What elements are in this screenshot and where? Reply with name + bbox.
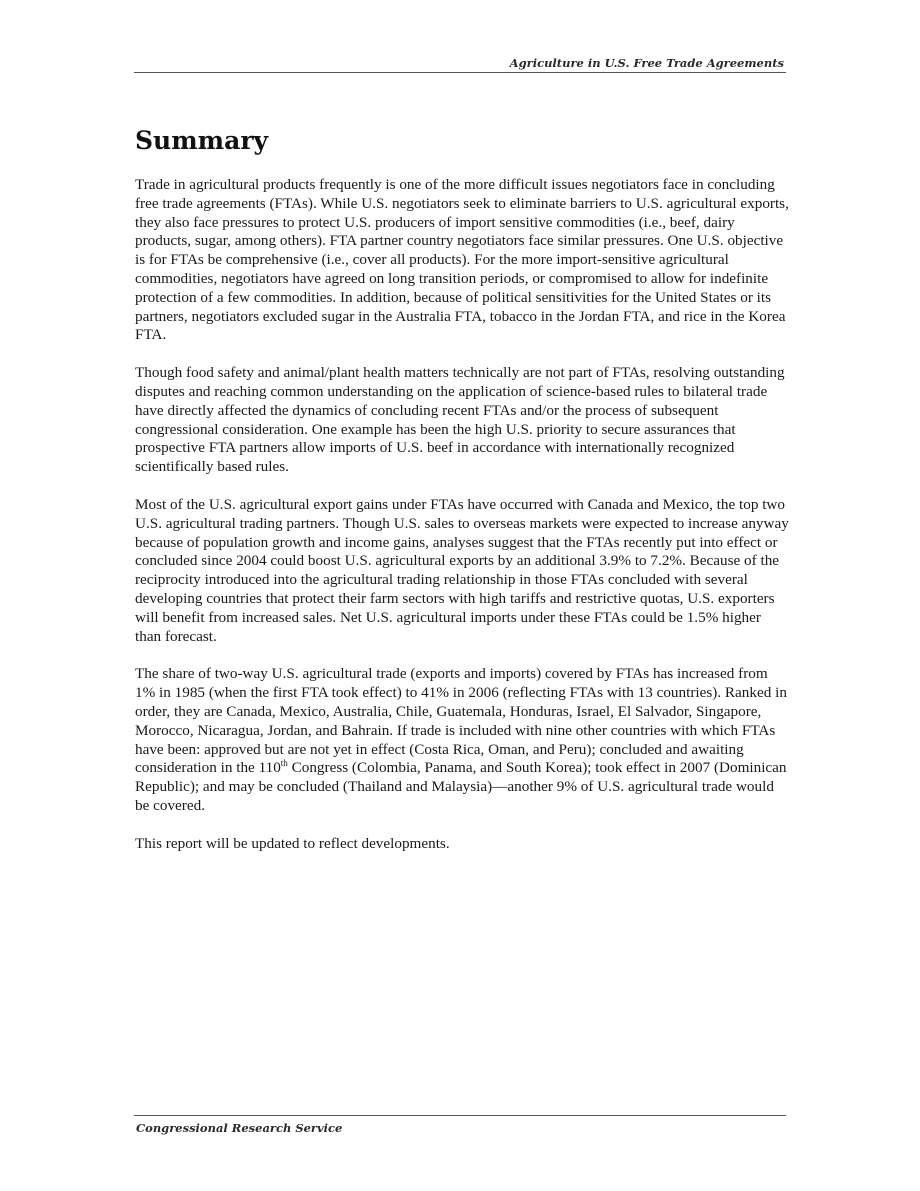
summary-body <box>135 176 790 873</box>
running-footer-text: Congressional Research Service <box>136 1121 343 1135</box>
summary-paragraph-2: Though food safety and animal/plant health matters technically are not part of FTAs, resolving outstanding disputes and reaching common understanding on the application of science-based rules to bilateral trade have directly affected the dynamics of concluding recent FTAs and/or the process of subsequent congressional consideration. One example has been the high U.S. priority to secure assurances that prospective FTA partners allow imports of U.S. beef in accordance with internationally recognized scientifically based rules. <box>135 364 785 476</box>
summary-paragraph-4-part-1: The share of two-way U.S. agricultural trade (exports and imports) covered by FTAs has increased from 1% in 1985 (when the first FTA took effect) to 41% in 2006 (reflecting FTAs with 13 countries). Ranked in order, they are Canada, Mexico, Australia, Chile, Guatemala, Honduras, Israel, El Salvador, Singapore, Morocco, Nicaragua, Jordan, and Bahrain. If trade is included with nine other countries with which FTAs have been: approved but are not yet in effect (Costa Rica, Oman, and Peru); concluded and awaiting consideration in the 110 <box>135 665 787 777</box>
summary-closing-paragraph: This report will be updated to reflect developments. <box>135 834 450 852</box>
ordinal-superscript: th <box>280 758 288 769</box>
summary-paragraph-4 <box>135 665 790 815</box>
running-footer <box>134 1115 786 1135</box>
summary-paragraph-3: Most of the U.S. agricultural export gains under FTAs have occurred with Canada and Mexico, the top two U.S. agricultural trading partners. Though U.S. sales to overseas markets were expected to increase anyway because of population growth and income gains, analyses suggest that the FTAs recently put into effect or concluded since 2004 could boost U.S. agricultural exports by an additional 3.9% to 7.2%. Because of the reciprocity introduced into the agricultural trading relationship in those FTAs concluded with several developing countries that protect their farm sectors with high tariffs and restrictive quotas, U.S. exporters will benefit from increased sales. Net U.S. agricultural imports under these FTAs could be 1.5% higher than forecast. <box>135 495 789 645</box>
page-title: Summary <box>135 126 269 155</box>
summary-paragraph-4-part-2: Congress (Colombia, Panama, and South Korea); took effect in 2007 (Dominican Republic); and may be concluded (Thailand and Malaysia)—another 9% of U.S. agricultural trade would be covered. <box>135 759 787 814</box>
summary-paragraph-1: Trade in agricultural products frequently is one of the more difficult issues negotiators face in concluding free trade agreements (FTAs). While U.S. negotiators seek to eliminate barriers to U.S. agricultural exports, they also face pressures to protect U.S. producers of import sensitive commodities (i.e., beef, dairy products, sugar, among others). FTA partner country negotiators face similar pressures. One U.S. objective is for FTAs be comprehensive (i.e., cover all products). For the more import-sensitive agricultural commodities, negotiators have agreed on long transition periods, or compromised to allow for indefinite protection of a few commodities. In addition, because of political sensitivities for the United States or its partners, negotiators excluded sugar in the Australia FTA, tobacco in the Jordan FTA, and rice in the Korea FTA. <box>135 176 789 344</box>
running-header-title: Agriculture in U.S. Free Trade Agreements <box>509 56 784 70</box>
running-header <box>134 56 786 73</box>
